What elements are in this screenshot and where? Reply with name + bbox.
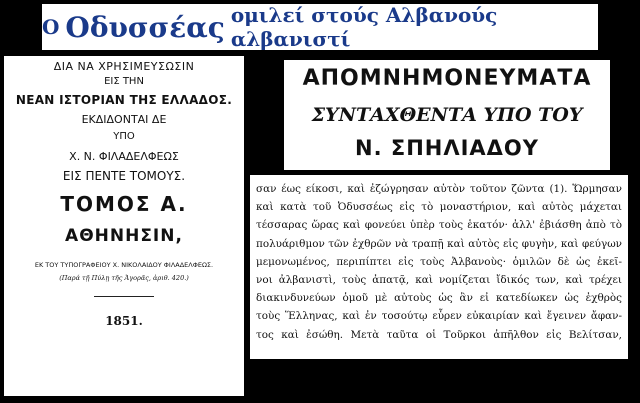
title-line-1: ΔΙΑ ΝΑ ΧΡΗΣΙΜΕΥΣΩΣΙΝ (53, 60, 195, 73)
title-line-5: ΥΠΟ (113, 131, 135, 142)
excerpt-line: τέσσαρας ὥρας καὶ φονεύει ὑπὲρ τοὺς ἑκατόν· ἀλλ' ἐβιάσθη ἀπὸ τὸ (256, 219, 622, 232)
caption-banner (42, 4, 598, 50)
title-line-3: ΝΕΑΝ ΙΣΤΟΡΙΑΝ ΤΗΣ ΕΛΛΑΔΟΣ. (15, 93, 233, 107)
book-title-page (4, 56, 244, 396)
excerpt-line: καὶ κατὰ τοῦ Ὀδυσσέως εἰς τὸ μοναστήριον, καὶ αὐτὸς μάχεται (256, 201, 622, 214)
city-label: ΑΘΗΝΗΣΙΝ, (65, 226, 183, 246)
divider-rule (94, 296, 154, 297)
title-line-2: ΕΙΣ ΤΗΝ (104, 76, 144, 87)
excerpt-line: πολυάριθμον τῶν ἐχθρῶν νὰ τραπῇ καὶ αὐτὸς εἰς φυγὴν, καὶ φεύγων (256, 237, 622, 250)
memoirs-title: ΑΠΟΜΝΗΜΟΝΕΥΜΑΤΑ (302, 66, 592, 91)
banner-name: Οδυσσέας (65, 10, 225, 44)
volume-label: ΤΟΜΟΣ Α. (60, 192, 188, 216)
banner-article: Ο (42, 15, 60, 39)
excerpt-line: τοὺς Ἕλληνας, καὶ ἐν τοσούτῳ εὗρεν εὐκαιρίαν καὶ ἔγεινεν ἄφαν- (256, 310, 622, 323)
address-label: (Παρά τῇ Πύλῃ τῆς Ἀγορᾶς, ἀριθ. 420.) (59, 274, 189, 282)
excerpt-line: νοι ἀλβανιστὶ, τοὺς ἀπατᾷ, καὶ νομίζεται ἴδικός των, καὶ τρέχει (256, 274, 622, 287)
title-line-7: ΕΙΣ ΠΕΝΤΕ ΤΟΜΟΥΣ. (62, 169, 186, 183)
memoirs-subtitle: ΣΥΝΤΑΧΘΕΝΤΑ ΥΠΟ ΤΟΥ (311, 104, 583, 126)
memoirs-author: Ν. ΣΠΗΛΙΑΔΟΥ (355, 136, 539, 160)
year-label: 1851. (105, 314, 143, 328)
excerpt-line: τος καὶ ἐσώθη. Μετὰ ταῦτα οἱ Τοῦρκοι ἀπῆλθον εἰς Βελίτσαν, (256, 328, 622, 341)
excerpt-line: μεμονωμένος, περιπίπτει εἰς τοὺς Ἀλβανοὺς· ὁμιλῶν δὲ ὡς ἐκεῖ- (256, 255, 622, 268)
title-line-6: Χ. Ν. ΦΙΛΑΔΕΛΦΕΩΣ (69, 150, 179, 163)
title-line-4: ΕΚΔΙΔΟΝΤΑΙ ΔΕ (81, 113, 167, 126)
memoirs-heading (284, 60, 610, 170)
printer-label: ΕΚ ΤΟΥ ΤΥΠΟΓΡΑΦΕΙΟΥ Χ. ΝΙΚΟΛΑΙΔΟΥ ΦΙΛΑΔΕΛΦΕΩΣ. (34, 261, 214, 269)
excerpt-line: σαν έως είκοσι, καὶ ἐζώγρησαν αὐτὸν τοῦτον ζῶντα (1). Ὥρμησαν (256, 183, 622, 195)
excerpt-line: διακινδυνεύων ὁμοῦ μὲ αὐτοὺς ὡς ἂν εἰ κατεδίωκεν ὡς ἐχθρὸς (256, 292, 622, 305)
banner-text: ομιλεί στούς Αλβανούς αλβανιστί (230, 3, 498, 51)
excerpt-paragraph (250, 175, 628, 359)
